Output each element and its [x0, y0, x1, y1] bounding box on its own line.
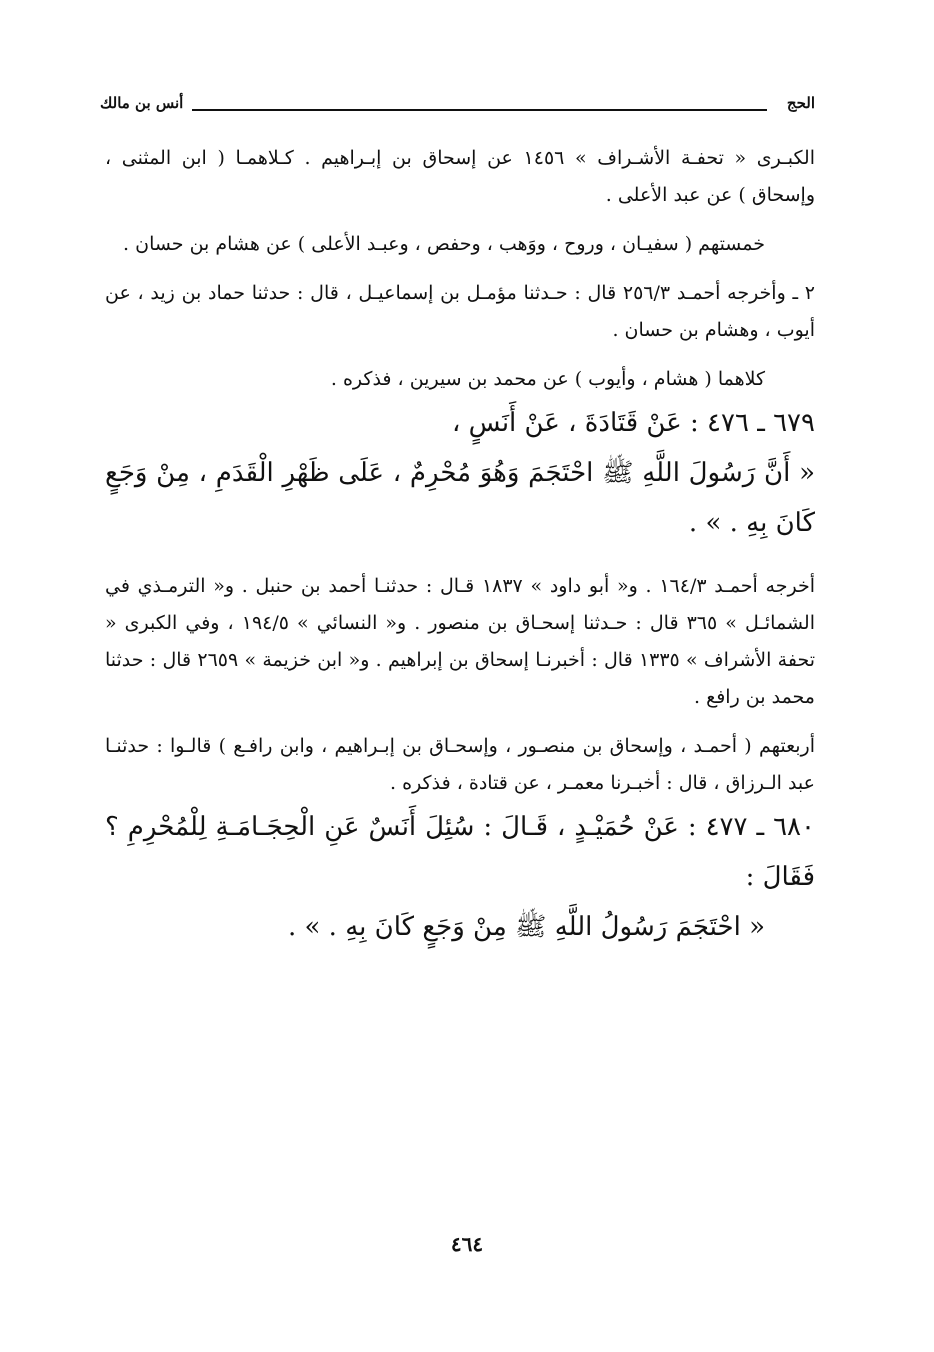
header-left-title: أنس بن مالك: [100, 94, 184, 112]
paragraph-takhrij-679: أخرجه أحمـد ١٦٤/٣ . و« أبو داود » ١٨٣٧ قـال : حدثنـا أحمد بن حنبل . و« الترمـذي في الشمائـل » ٣٦٥ قال : حـدثنا إسحـاق بن منصور . و« النسائي » ١٩٤/٥ ، وفي الكبرى « تحفة الأشراف » ١٣٣٥ قال : أخبرنـا إسحاق بن إبراهيم . و« ابن خزيمة » ٢٦٥٩ قال : حدثنا محمد بن رافع .: [105, 575, 816, 708]
hadith-679-text: « أَنَّ رَسُولَ اللَّهِ ﷺ احْتَجَمَ وَهُوَ مُحْرِمٌ ، عَلَى ظَهْرِ الْقَدَمِ ، مِنْ وَجَعٍ كَانَ بِهِ . » .: [105, 458, 815, 538]
header-rule: [192, 109, 767, 111]
hadith-679-heading: ٦٧٩ ـ ٤٧٦ : عَنْ قَتَادَةَ ، عَنْ أَنَسٍ ،: [452, 408, 815, 438]
page-number: ٤٦٤: [450, 1232, 484, 1256]
hadith-680-text: « احْتَجَمَ رَسُولُ اللَّهِ ﷺ مِنْ وَجَعٍ كَانَ بِهِ . » .: [287, 912, 765, 942]
paragraph-isnad-679: أربعتهم ( أحمـد ، وإسحاق بن منصـور ، وإسحـاق بن إبـراهيم ، وابن رافـع ) قالـوا : حدثنـا عبد الـرزاق ، قال : أخبـرنا معمـر ، عن قتادة ، فذكره .: [105, 735, 815, 794]
paragraph-2: خمستهم ( سفيـان ، وروح ، ووَهب ، وحفص ، وعبـد الأعلى ) عن هشام بن حسان .: [123, 233, 765, 255]
hadith-680-heading: ٦٨٠ ـ ٤٧٧ : عَنْ حُمَيْـدٍ ، قَـالَ : سُئِلَ أَنَسٌ عَنِ الْحِجَـامَـةِ لِلْمُحْرِمِ ؟ فَقَالَ :: [105, 812, 815, 892]
page-body: [105, 140, 815, 952]
paragraph-4: كلاهما ( هشام ، وأيوب ) عن محمد بن سيرين ، فذكره .: [330, 368, 765, 390]
paragraph-1: الكبـرى « تحفـة الأشـراف » ١٤٥٦ عن إسحاق بن إبـراهيم . كـلاهمـا ( ابن المثنى ، وإسحاق ) عن عبد الأعلى .: [105, 147, 816, 206]
paragraph-3: ٢ ـ وأخرجه أحمـد ٢٥٦/٣ قال : حـدثنا مؤمـل بن إسماعيـل ، قال : حدثنا حماد بن زيد ، عن أيوب ، وهشام بن حسان .: [105, 282, 816, 341]
running-header: [100, 90, 815, 122]
header-right-title: الحج: [786, 94, 815, 112]
